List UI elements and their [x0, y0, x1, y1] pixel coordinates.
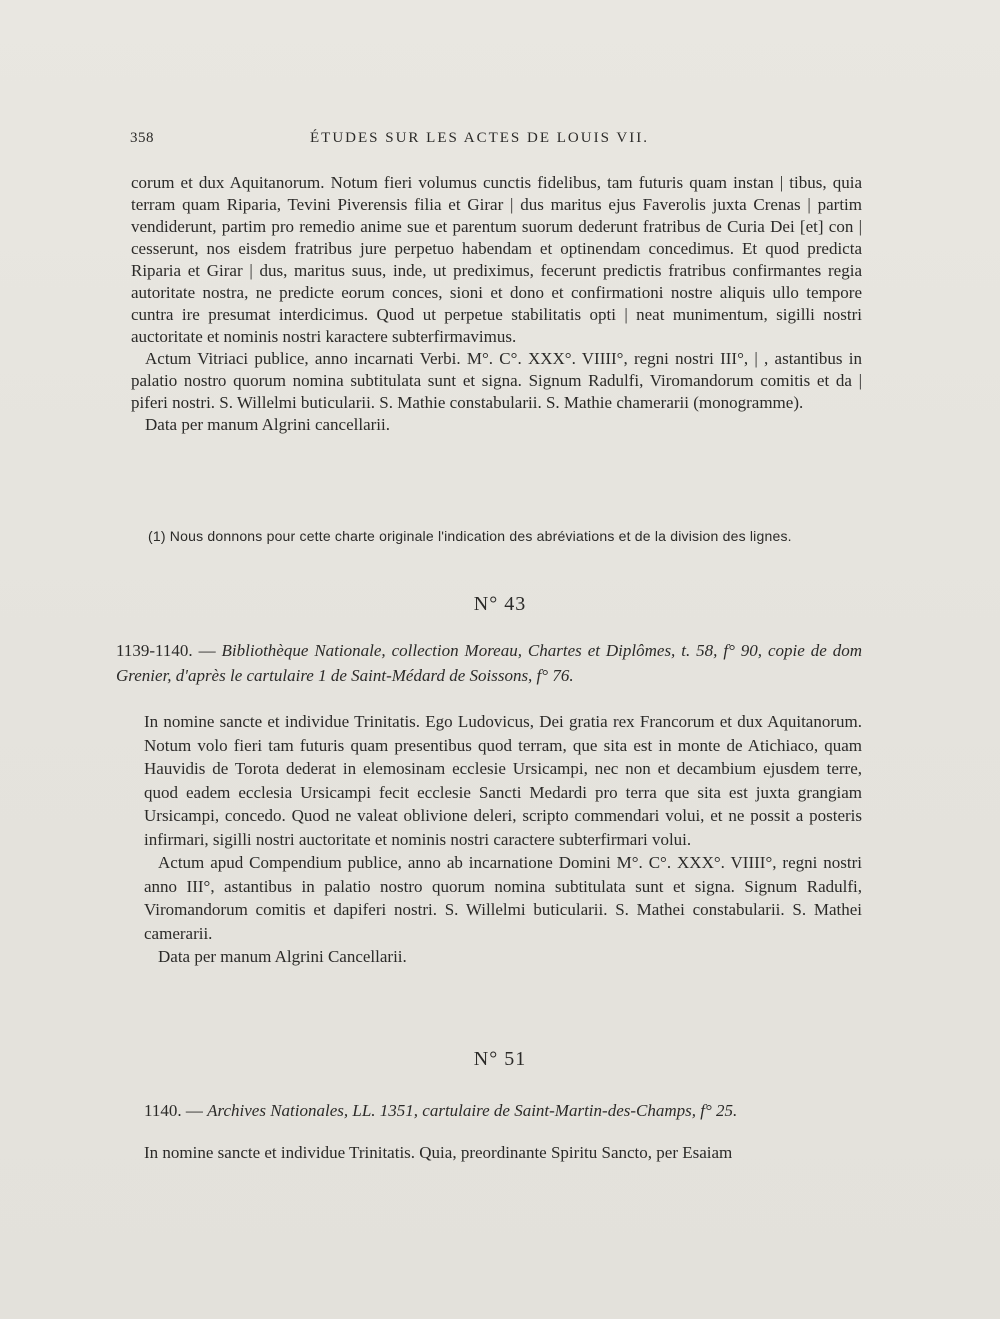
charter-43-text — [144, 710, 862, 969]
source-reference: Archives Nationales, LL. 1351, cartulaire de Saint-Martin-des-Champs, f° 25. — [207, 1101, 738, 1120]
footnote: (1) Nous donnons pour cette charte originale l'indication des abréviations et de la division des lignes. — [148, 528, 792, 544]
charter-42-paragraph: corum et dux Aquitanorum. Notum fieri volumus cunctis fidelibus, tam futuris quam instan | tibus, quia terram quam Riparia, Tevini Piverensis filia et Girar | dus maritus ejus Faverolis juxta Crenas | partim vendiderunt, partim pro remedio anime sue et parentum suorum dederunt fratribus de Curia Dei [et] con | cesserunt, nos eisdem fratribus jure perpetuo habendam et optinendam concedimus. Et quod predicta Riparia et Girar | dus, maritus suus, inde, ut prediximus, fecerunt predictis fratribus confirmantes regia autoritate nostra, ne predicte eorum conces, sioni et dono et confirmationi nostre aliquis ullo tempore cuntra ire presumat interdicimus. Quod ut perpetue stabilitatis opti | neat munimentum, sigilli nostri auctoritate et nominis nostri karactere subterfirmavimus. — [131, 173, 862, 346]
document-number-51: N° 51 — [473, 1048, 527, 1070]
source-date: 1140. — — [144, 1101, 203, 1120]
source-citation-43 — [116, 638, 862, 688]
charter-42-paragraph: Data per manum Algrini cancellarii. — [145, 415, 390, 434]
source-reference: Bibliothèque Nationale, collection Moreau, Chartes et Diplômes, t. 58, f° 90, copie de dom Grenier, d'après le cartulaire 1 de Saint-Médard de Soissons, f° 76. — [116, 641, 862, 685]
page-number: 358 — [130, 130, 154, 146]
source-citation-51 — [144, 1098, 862, 1123]
charter-42-paragraph: Actum Vitriaci publice, anno incarnati Verbi. M°. C°. XXX°. VIIII°, regni nostri III°, | , astantibus in palatio nostro quorum nomina subtitulata sunt et signa. Signum Radulfi, Viromandorum comitis et da | piferi nostri. S. Willelmi buticularii. S. Mathie constabularii. S. Mathie chamerarii (monogramme). — [131, 349, 862, 412]
charter-42-text — [131, 172, 862, 436]
source-date: 1139-1140. — — [116, 641, 216, 660]
charter-43-paragraph: Data per manum Algrini Cancellarii. — [158, 947, 407, 966]
charter-51-text — [144, 1142, 862, 1164]
charter-51-paragraph: In nomine sancte et individue Trinitatis. Quia, preordinante Spiritu Sancto, per Esaiam — [144, 1143, 733, 1162]
running-title: ÉTUDES SUR LES ACTES DE LOUIS VII. — [310, 130, 649, 146]
document-number-43: N° 43 — [473, 593, 527, 615]
charter-43-paragraph: In nomine sancte et individue Trinitatis. Ego Ludovicus, Dei gratia rex Francorum et dux Aquitanorum. Notum volo fieri tam futuris quam presentibus quod terram, que sita est in monte de Atichiaco, quam Hauvidis de Torota dederat in elemosinam ecclesie Ursicampi, nec non et decambium ejusdem terre, quod eadem ecclesia Ursicampi fecit ecclesie Sancti Medardi pro terra que sita est juxta grangiam Ursicampi, concedo. Quod ne valeat oblivione deleri, scripto commendari volui, et ne possit a posteris infirmari, sigilli nostri auctoritate et nominis nostri caractere subterfirmari volui. — [144, 712, 862, 849]
page-header — [130, 130, 860, 154]
charter-43-paragraph: Actum apud Compendium publice, anno ab incarnatione Domini M°. C°. XXX°. VIIII°, regni nostri anno III°, astantibus in palatio nostro quorum nomina subtitulata sunt et signa. Signum Radulfi, Viromandorum comitis et dapiferi nostri. S. Willelmi buticularii. S. Mathei constabularii. S. Mathei camerarii. — [144, 853, 862, 943]
